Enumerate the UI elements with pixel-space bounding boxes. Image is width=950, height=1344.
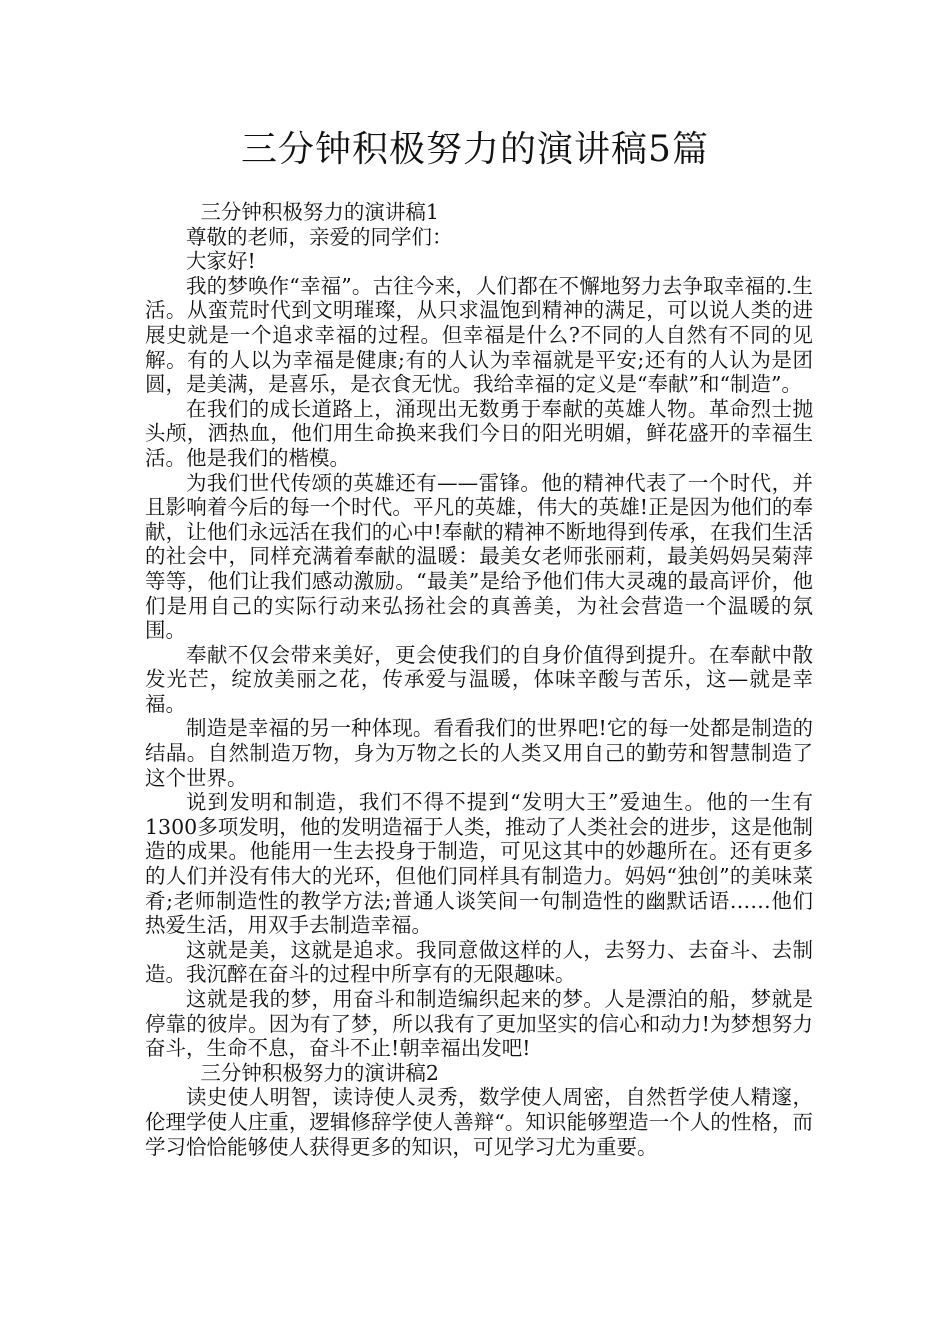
paragraph: 这就是我的梦，用奋斗和制造编织起来的梦。人是漂泊的船，梦就是停靠的彼岸。因为有了梦，所以我有了更加坚实的信心和动力!为梦想努力奋斗，生命不息，奋斗不止!朝幸福出发吧! [145, 987, 813, 1061]
paragraph: 这就是美，这就是追求。我同意做这样的人，去努力、去奋斗、去制造。我沉醉在奋斗的过程中所享有的无限趣味。 [145, 937, 813, 987]
section-heading: 三分钟积极努力的演讲稿2 [200, 1060, 439, 1085]
paragraph: 读史使人明智，读诗使人灵秀，数学使人周密，自然哲学使人精邃，伦理学使人庄重，逻辑修辞学使人善辩“。知识能够塑造一个人的性格，而学习恰恰能够使人获得更多的知识，可见学习尤为重要。 [145, 1085, 813, 1159]
paragraph: 说到发明和制造，我们不得不提到“发明大王”爱迪生。他的一生有1300多项发明，他的发明造福于人类，推动了人类社会的进步，这是他制造的成果。他能用一生去投身于制造，可见这其中的妙趣所在。还有更多的人们并没有伟大的光环，但他们同样具有制造力。妈妈“独创”的美味菜肴;老师制造性的教学方法;普通人谈笑间一句制造性的幽默话语……他们热爱生活，用双手去制造幸福。 [145, 790, 813, 938]
section-heading: 三分钟积极努力的演讲稿1 [200, 200, 439, 224]
document-title: 三分钟积极努力的演讲稿5篇 [241, 129, 709, 170]
paragraph: 为我们世代传颂的英雄还有——雷锋。他的精神代表了一个时代，并且影响着今后的每一个时代。平凡的英雄，伟大的英雄!正是因为他们的奉献，让他们永远活在我们的心中!奉献的精神不断地得到传承，在我们生活的社会中，同样充满着奉献的温暖：最美女老师张丽莉，最美妈妈吴菊萍等等，他们让我们感动激励。“最美”是给予他们伟大灵魂的最高评价，他们是用自己的实际行动来弘扬社会的真善美，为社会营造一个温暖的氛围。 [145, 470, 813, 643]
paragraph: 尊敬的老师，亲爱的同学们： [186, 224, 453, 249]
paragraph: 我的梦唤作“幸福”。古往今来，人们都在不懈地努力去争取幸福的.生活。从蛮荒时代到文明璀璨，从只求温饱到精神的满足，可以说人类的进展史就是一个追求幸福的过程。但幸福是什么?不同的人自然有不同的见解。有的人以为幸福是健康;有的人认为幸福就是平安;还有的人认为是团圆，是美满，是喜乐，是衣食无忧。我给幸福的定义是“奉献”和“制造”。 [145, 273, 813, 397]
paragraph: 奉献不仅会带来美好，更会使我们的自身价值得到提升。在奉献中散发光芒，绽放美丽之花，传承爱与温暖，体味辛酸与苦乐，这—就是幸福。 [145, 642, 813, 716]
document-body [145, 200, 813, 1159]
paragraph: 制造是幸福的另一种体现。看看我们的世界吧!它的每一处都是制造的结晶。自然制造万物，身为万物之长的人类又用自己的勤劳和智慧制造了这个世界。 [145, 716, 813, 790]
paragraph: 大家好! [186, 249, 256, 274]
paragraph: 在我们的成长道路上，涌现出无数勇于奉献的英雄人物。革命烈士抛头颅，洒热血，他们用生命换来我们今日的阳光明媚，鲜花盛开的幸福生活。他是我们的楷模。 [145, 396, 813, 470]
